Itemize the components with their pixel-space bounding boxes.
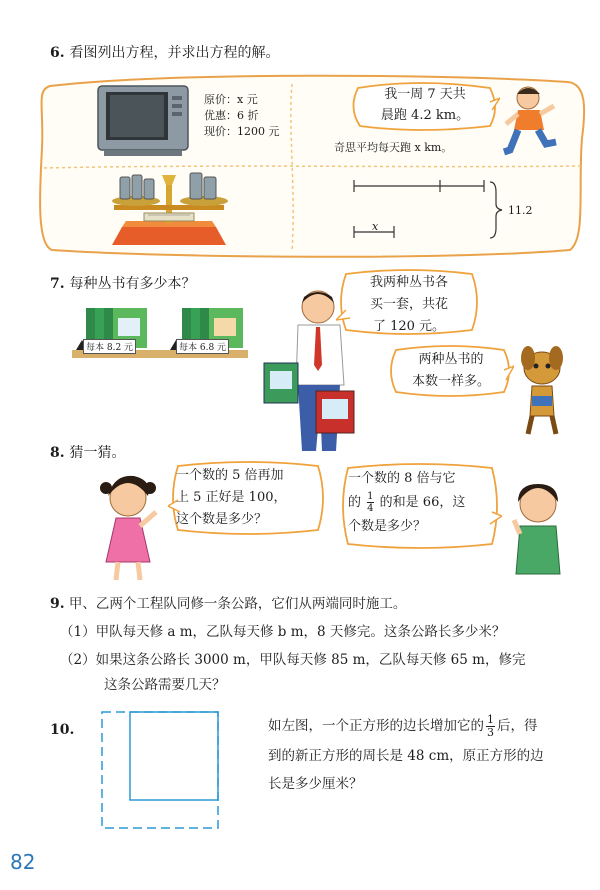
current-price: 现价：1200 元 bbox=[204, 125, 280, 138]
fraction-one-third bbox=[486, 714, 495, 739]
q10-line-1-prefix: 如左图，一个正方形的边长增加它的 bbox=[268, 718, 484, 734]
q7-title: 每种丛书有多少本？ bbox=[69, 276, 196, 292]
cartoon-dog-illustration bbox=[514, 346, 570, 438]
brace-value: 11.2 bbox=[508, 204, 533, 217]
discount: 优惠：6 折 bbox=[204, 109, 259, 122]
q8-title: 猜一猜。 bbox=[69, 445, 126, 461]
dog-bubble-line-1: 两种丛书的 bbox=[418, 352, 484, 367]
boy-bubble-line-2 bbox=[348, 491, 494, 515]
girl-bubble-line-3: 这个数是多少？ bbox=[176, 512, 268, 527]
q9-title: 甲、乙两个工程队同修一条公路，它们从两端同时施工。 bbox=[68, 596, 407, 612]
q7-heading bbox=[50, 273, 196, 293]
runner-bubble-text bbox=[356, 84, 494, 126]
price-tag-b: 每本 6.8 元 bbox=[176, 339, 229, 354]
girl-illustration bbox=[94, 474, 170, 584]
boy-bubble-text bbox=[348, 467, 494, 539]
q10-line-1-suffix: 后，得 bbox=[497, 718, 538, 734]
fraction-denominator: 3 bbox=[487, 726, 494, 739]
original-price: 原价：x 元 bbox=[204, 93, 258, 106]
q6-average-text: 奇思平均每天跑 x km。 bbox=[334, 141, 453, 154]
new-square bbox=[102, 712, 218, 828]
fraction-numerator: 1 bbox=[487, 713, 494, 726]
man-bubble-line-1: 我两种丛书各 bbox=[369, 275, 448, 290]
segment-x-label: x bbox=[372, 220, 379, 233]
dog-bubble-text bbox=[394, 349, 508, 393]
fraction-one-quarter bbox=[367, 491, 373, 514]
dog-bubble-line-2: 本数一样多。 bbox=[411, 374, 490, 389]
q8-heading bbox=[50, 442, 126, 462]
runner-bubble-line-1: 我一周 7 天共 bbox=[384, 87, 466, 102]
original-square bbox=[130, 712, 218, 800]
girl-bubble-text bbox=[176, 465, 320, 531]
boy-bubble-line-3: 个数是多少？ bbox=[348, 519, 427, 534]
man-bubble-text bbox=[346, 272, 472, 338]
boy-bubble-line-2-suffix: 的和是 66，这 bbox=[379, 495, 466, 510]
man-bubble-line-3: 了 120 元。 bbox=[372, 319, 446, 334]
q6-number: 6. bbox=[50, 45, 65, 61]
q6-title: 看图列出方程，并求出方程的解。 bbox=[69, 45, 280, 61]
q9-subquestion-2-line-2: 这条公路需要几天？ bbox=[104, 677, 226, 693]
q9-number: 9. bbox=[50, 596, 65, 612]
runner-bubble-line-2: 晨跑 4.2 km。 bbox=[380, 108, 470, 123]
fraction-denominator: 4 bbox=[367, 503, 374, 514]
q10-line-1 bbox=[268, 714, 538, 739]
page-number: 82 bbox=[10, 850, 36, 874]
q6-heading bbox=[50, 42, 280, 62]
square-diagram bbox=[96, 708, 224, 834]
fraction-numerator: 1 bbox=[367, 491, 374, 502]
brace bbox=[490, 182, 502, 238]
price-tag-a: 每本 8.2 元 bbox=[83, 339, 136, 354]
q10-line-3: 长是多少厘米？ bbox=[268, 776, 363, 792]
q10-number: 10. bbox=[50, 722, 75, 738]
balance-scale-illustration bbox=[104, 165, 234, 247]
q7-number: 7. bbox=[50, 276, 65, 292]
man-bubble-line-2: 买一套，共花 bbox=[369, 297, 448, 312]
q8-number: 8. bbox=[50, 445, 65, 461]
q9-heading bbox=[50, 592, 406, 616]
thinking-boy-illustration bbox=[506, 480, 570, 576]
q9-subquestion-1: （1）甲队每天修 a m，乙队每天修 b m，8 天修完。这条公路长多少米？ bbox=[60, 624, 506, 640]
running-boy-illustration bbox=[500, 84, 560, 164]
girl-bubble-line-2: 上 5 正好是 100， bbox=[176, 490, 287, 505]
boy-bubble-line-1: 一个数的 8 倍与它 bbox=[348, 471, 456, 486]
boy-bubble-line-2-prefix: 的 bbox=[348, 495, 362, 510]
q9-subquestion-2-line-1: （2）如果这条公路长 3000 m，甲队每天修 85 m，乙队每天修 65 m，修完 bbox=[60, 652, 526, 668]
girl-bubble-line-1: 一个数的 5 倍再加 bbox=[176, 468, 284, 483]
tv-price-list bbox=[204, 92, 280, 140]
tv-illustration bbox=[96, 84, 190, 160]
q10-line-2: 到的新正方形的周长是 48 cm，原正方形的边 bbox=[268, 748, 544, 764]
